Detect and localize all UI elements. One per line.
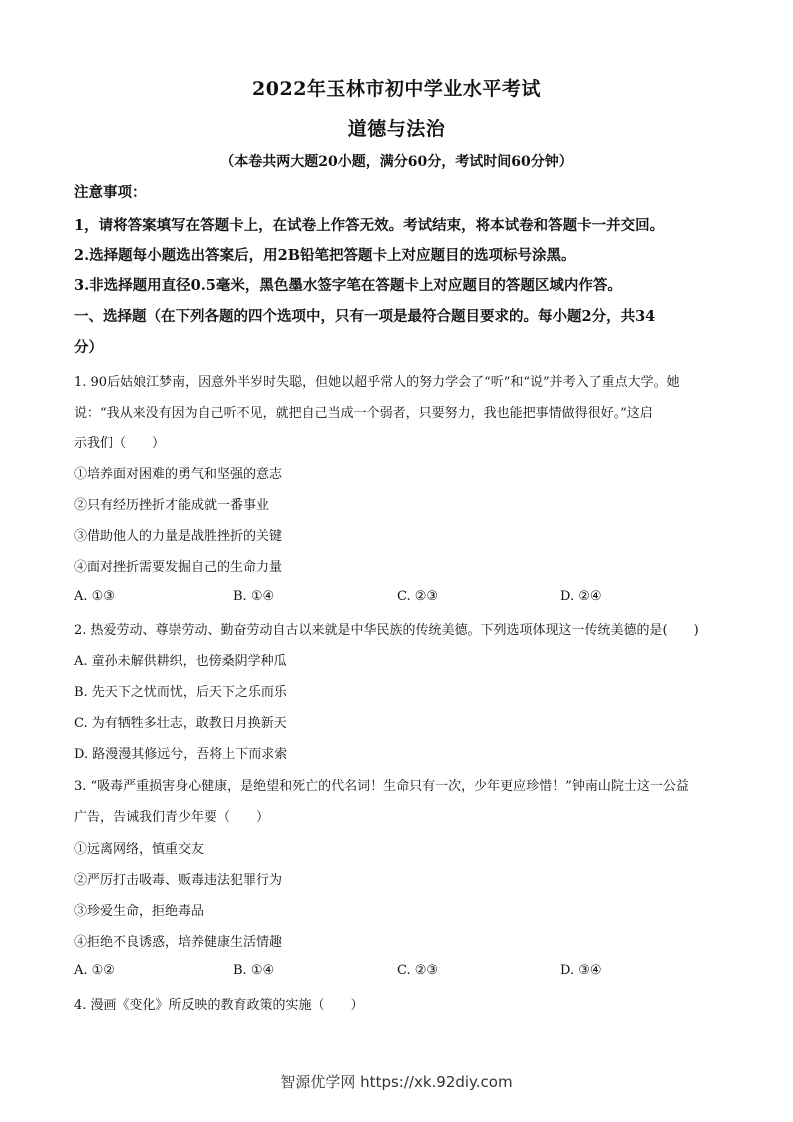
q1-stem-line: 示我们（ ） bbox=[74, 436, 166, 451]
q1-option-b: B. ①④ bbox=[233, 589, 275, 604]
exam-subject: 道德与法治 bbox=[347, 118, 446, 140]
footer-watermark: 智源优学网 https://xk.92diy.com bbox=[280, 1073, 513, 1091]
q3-statement: ①远离网络，慎重交友 bbox=[74, 842, 205, 857]
q3-option-c: C. ②③ bbox=[397, 963, 439, 978]
q1-statement: ③借助他人的力量是战胜挫折的关键 bbox=[74, 529, 283, 544]
q2-option-b: B. 先天下之忧而忧，后天下之乐而乐 bbox=[74, 685, 287, 700]
q3-statement: ④拒绝不良诱惑，培养健康生活情趣 bbox=[74, 935, 283, 950]
q2-stem: 2. 热爱劳动、尊崇劳动、勤奋劳动自古以来就是中华民族的传统美德。下列选项体现这一传统美德的是( ) bbox=[74, 623, 699, 638]
q3-stem-line: 广告，告诫我们青少年要（ ） bbox=[74, 810, 270, 825]
q1-option-d: D. ②④ bbox=[560, 589, 602, 604]
q2-option-a: A. 童孙未解供耕织，也傍桑阴学种瓜 bbox=[74, 654, 287, 669]
q1-statement: ①培养面对困难的勇气和坚强的意志 bbox=[74, 467, 283, 482]
q3-option-d: D. ③④ bbox=[560, 963, 602, 978]
q3-statement: ③珍爱生命，拒绝毒品 bbox=[74, 904, 205, 919]
q4-stem: 4. 漫画《变化》所反映的教育政策的实施（ ） bbox=[74, 998, 364, 1013]
q3-statement: ②严厉打击吸毒、贩毒违法犯罪行为 bbox=[74, 873, 283, 888]
q1-statement: ②只有经历挫折才能成就一番事业 bbox=[74, 498, 270, 513]
q1-option-c: C. ②③ bbox=[397, 589, 439, 604]
notes-heading: 注意事项： bbox=[74, 184, 147, 201]
q2-option-c: C. 为有牺牲多壮志，敢教日月换新天 bbox=[74, 716, 287, 731]
section-heading-cont: 分） bbox=[74, 339, 103, 356]
note-item: 3.非选择题用直径0.5毫米，黑色墨水签字笔在答题卡上对应题目的答题区域内作答。 bbox=[74, 277, 622, 294]
exam-info: （本卷共两大题20小题，满分60分，考试时间60分钟） bbox=[220, 154, 573, 170]
note-item: 1，请将答案填写在答题卡上，在试卷上作答无效。考试结束，将本试卷和答题卡一并交回。 bbox=[74, 217, 665, 234]
q3-option-b: B. ①④ bbox=[233, 963, 275, 978]
note-item: 2.选择题每小题选出答案后，用2B铅笔把答题卡上对应题目的选项标号涂黑。 bbox=[74, 247, 576, 264]
q1-option-a: A. ①③ bbox=[74, 589, 115, 604]
exam-title: 2022年玉林市初中学业水平考试 bbox=[252, 78, 541, 100]
q3-stem-line: 3. “吸毒严重损害身心健康，是绝望和死亡的代名词！生命只有一次，少年更应珍惜！”钟南山院士这一公益 bbox=[74, 779, 689, 794]
q1-stem-line: 1. 90后姑娘江梦南，因意外半岁时失聪，但她以超乎常人的努力学会了“听”和“说”并考入了重点大学。她 bbox=[74, 375, 680, 390]
section-heading: 一、选择题（在下列各题的四个选项中，只有一项是最符合题目要求的。每小题2分，共34 bbox=[74, 308, 656, 325]
q1-statement: ④面对挫折需要发掘自己的生命力量 bbox=[74, 560, 283, 575]
q1-stem-line: 说：“我从来没有因为自己听不见，就把自己当成一个弱者，只要努力，我也能把事情做得很好。”这启 bbox=[74, 406, 653, 421]
q2-option-d: D. 路漫漫其修远兮，吾将上下而求索 bbox=[74, 747, 288, 762]
q3-option-a: A. ①② bbox=[74, 963, 115, 978]
